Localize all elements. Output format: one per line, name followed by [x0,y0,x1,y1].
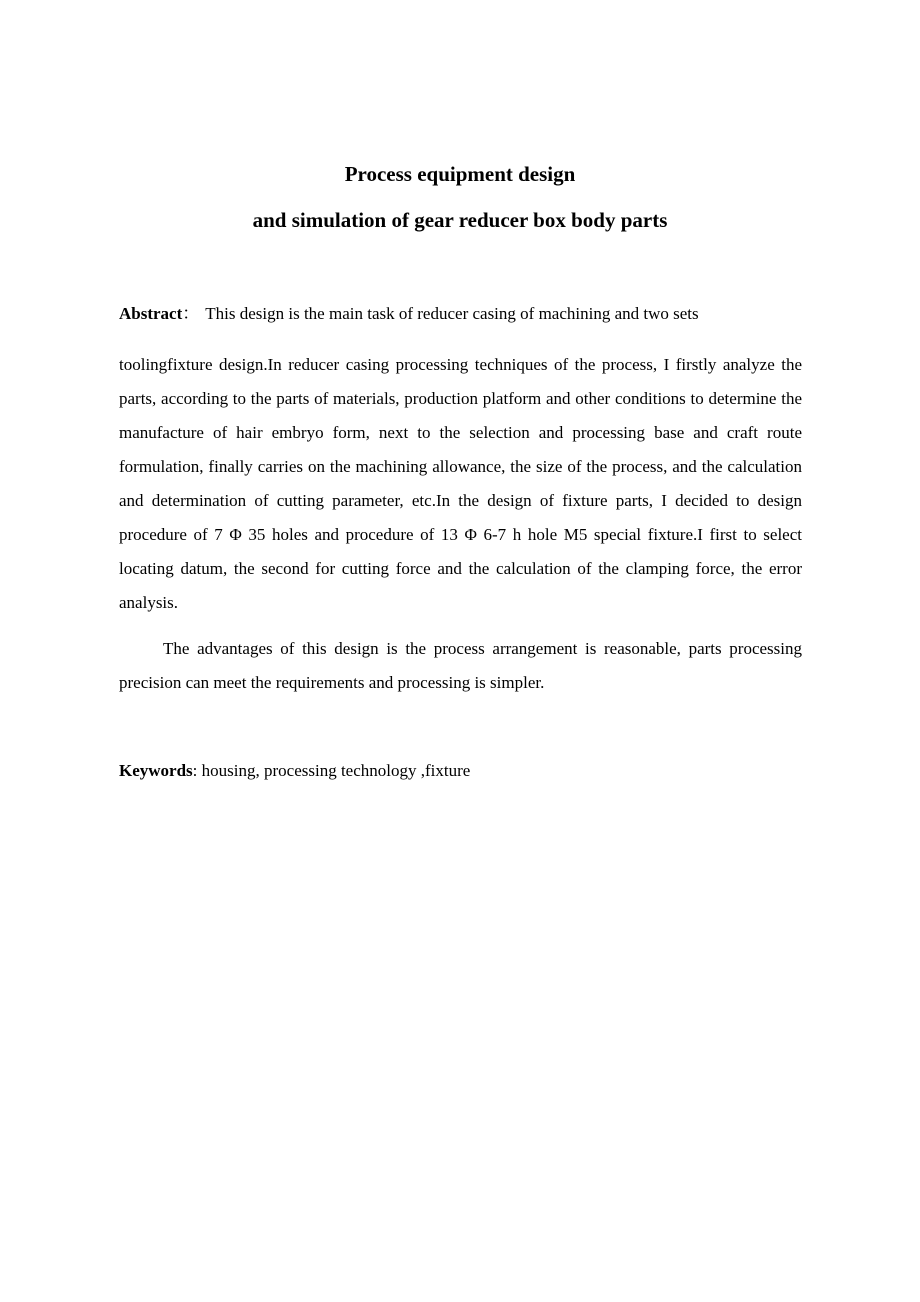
abstract-paragraph-2: The advantages of this design is the process arrangement is reasonable, parts processing precision can meet the requirements and processing is simpler. [119,639,802,692]
abstract-colon: ： [182,304,200,323]
abstract-label: Abstract [119,304,183,323]
keywords-line [119,759,819,783]
keywords-label: Keywords [119,761,193,780]
title-line-1: Process equipment design [344,162,576,186]
abstract-body: toolingfixture design.In reducer casing processing techniques of the process, I firstly analyze the parts, according to the parts of materials, production platform and other conditions to determine the manufacture of hair embryo form, next to the selection and processing base and craft route formulation, finally carries on the machining allowance, the size of the process, and the calculation and determination of cutting parameter, etc.In the design of fixture parts, I decided to design procedure of 7 Φ 35 holes and procedure of 13 Φ 6-7 h hole M5 special fixture.I first to select locating datum, the second for cutting force and the calculation of the clamping force, the error analysis. [119,355,802,612]
abstract-first-line: This design is the main task of reducer casing of machining and two sets [205,304,699,323]
keywords-text: : housing, processing technology ,fixture [192,761,471,780]
abstract-heading-line [119,302,819,326]
title-line-2: and simulation of gear reducer box body parts [252,208,668,232]
